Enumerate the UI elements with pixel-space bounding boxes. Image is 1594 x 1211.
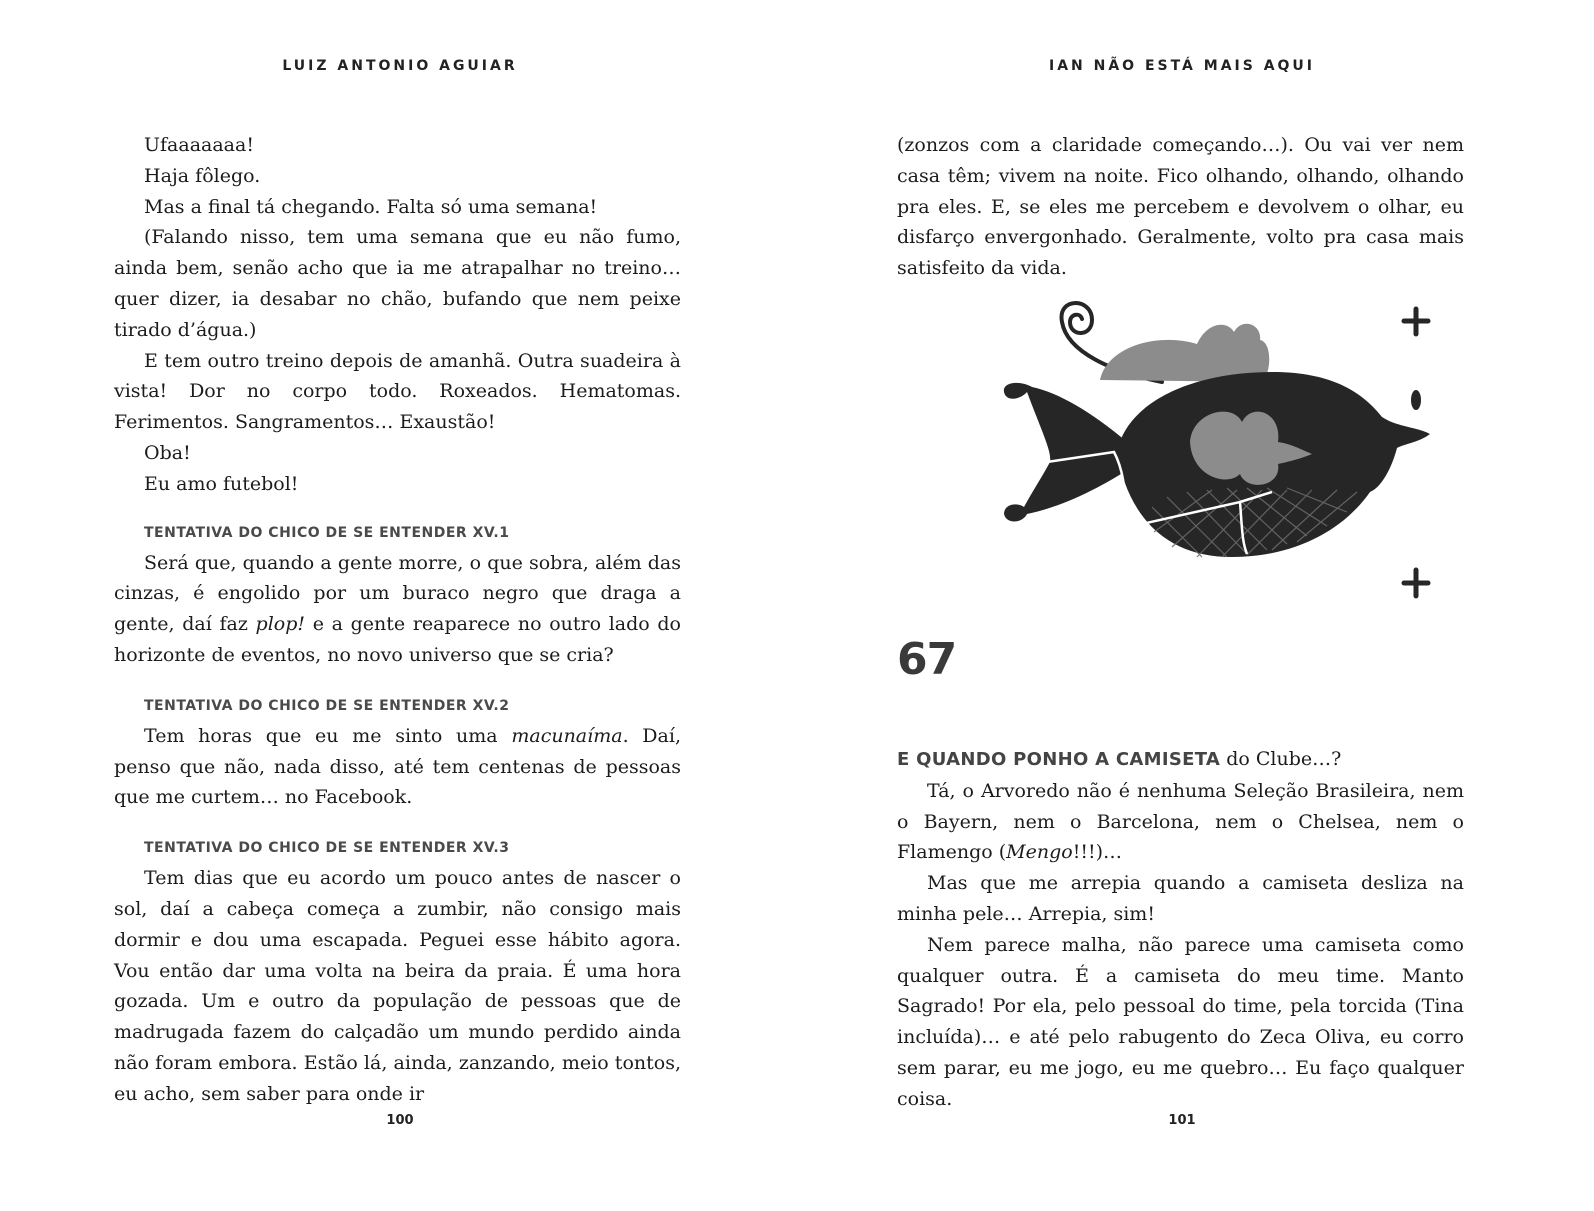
paragraph [897, 776, 1464, 868]
right-page-continuation [897, 130, 1464, 284]
page-number: 100 [386, 1113, 414, 1128]
section-heading: TENTATIVA DO CHICO DE SE ENTENDER XV.2 [144, 697, 510, 714]
page-number: 101 [1168, 1113, 1196, 1128]
lead-in-caps: E QUANDO PONHO A CAMISETA [897, 749, 1221, 770]
text-run: . Daí, penso que não, nada disso, até tem centenas de pessoas que me curtem… no Facebook. [114, 724, 681, 809]
paragraph: Nem parece malha, não parece uma camiseta como qualquer outra. É a camiseta do meu time. Manto Sagrado! Por ela, pelo pessoal do time, pela torcida (Tina incluída)… e até pelo rabugento do Zeca Oliva, eu corro sem parar, eu me jogo, eu me quebro… Eu faço qualquer coisa. [897, 933, 1464, 1110]
text-run: Tem horas que eu me sinto uma [144, 724, 512, 747]
paragraph [114, 721, 681, 813]
section-heading: TENTATIVA DO CHICO DE SE ENTENDER XV.1 [144, 524, 510, 541]
italic-run: macunaíma [511, 724, 623, 747]
paragraph: E tem outro treino depois de amanhã. Outra suadeira à vista! Dor no corpo todo. Roxeados. Hematomas. Ferimentos. Sangramentos… Exaustão! [114, 349, 681, 434]
paragraph: Ufaaaaaaa! [144, 134, 254, 156]
text-run: do Clube…? [1220, 748, 1342, 770]
paragraph: Mas a final tá chegando. Falta só uma semana! [144, 195, 598, 218]
paragraph: (zonzos com a claridade começando…). Ou vai ver nem casa têm; vivem na noite. Fico olhando, olhando, olhando pra eles. E, se eles me percebem e devolvem o olhar, eu disfarço envergonhado. Geralmente, volto pra casa mais satisfeito da vida. [897, 134, 1464, 280]
paragraph: Haja fôlego. [144, 164, 261, 187]
text-run: Tá, o Arvoredo não é nenhuma Seleção Brasileira, nem o Bayern, nem o Barcelona, nem o Chelsea, nem o Flamengo ( [897, 779, 1464, 864]
text-run: Será que, quando a gente morre, o que sobra, além das cinzas, é engolido por um buraco negro que draga a gente, daí faz [114, 551, 681, 636]
paragraph: Eu amo futebol! [144, 472, 299, 495]
italic-run: Mengo [1006, 841, 1073, 864]
text-run: e a gente reaparece no outro lado do horizonte de eventos, no novo universo que se cria? [114, 613, 681, 666]
paragraph: Tem dias que eu acordo um pouco antes de nascer o sol, daí a cabeça começa a zumbir, não consigo mais dormir e dou uma escapada. Peguei esse hábito agora. Vou então dar uma volta na beira da praia. É uma hora gozada. Um e outro da população de pessoas que de madrugada fazem do calçadão um mundo perdido ainda não foram embora. Estão lá, ainda, zanzando, meio tontos, eu acho, sem saber para onde ir [114, 867, 681, 1105]
chapter-text [897, 744, 1464, 1115]
paragraph [114, 548, 681, 671]
running-head-author: LUIZ ANTONIO AGUIAR [282, 58, 518, 74]
paragraph: Mas que me arrepia quando a camiseta desliza na minha pele… Arrepia, sim! [897, 872, 1464, 925]
text-run: !!!)… [1072, 841, 1123, 864]
chapter-number: 67 [897, 634, 957, 685]
paragraph: (Falando nisso, tem uma semana que eu não fumo, ainda bem, senão acho que ia me atrapalhar no treino… quer dizer, ia desabar no chão, bufando que nem peixe tirado d’água.) [114, 226, 681, 341]
running-head-title: IAN NÃO ESTÁ MAIS AQUI [1048, 58, 1316, 74]
left-page-text [114, 130, 681, 1110]
italic-run: plop! [255, 613, 306, 636]
fish-illustration [942, 292, 1462, 604]
right-page [797, 0, 1594, 1211]
chapter-opening [897, 744, 1464, 776]
paragraph: Oba! [144, 441, 191, 464]
section-heading: TENTATIVA DO CHICO DE SE ENTENDER XV.3 [144, 840, 510, 857]
